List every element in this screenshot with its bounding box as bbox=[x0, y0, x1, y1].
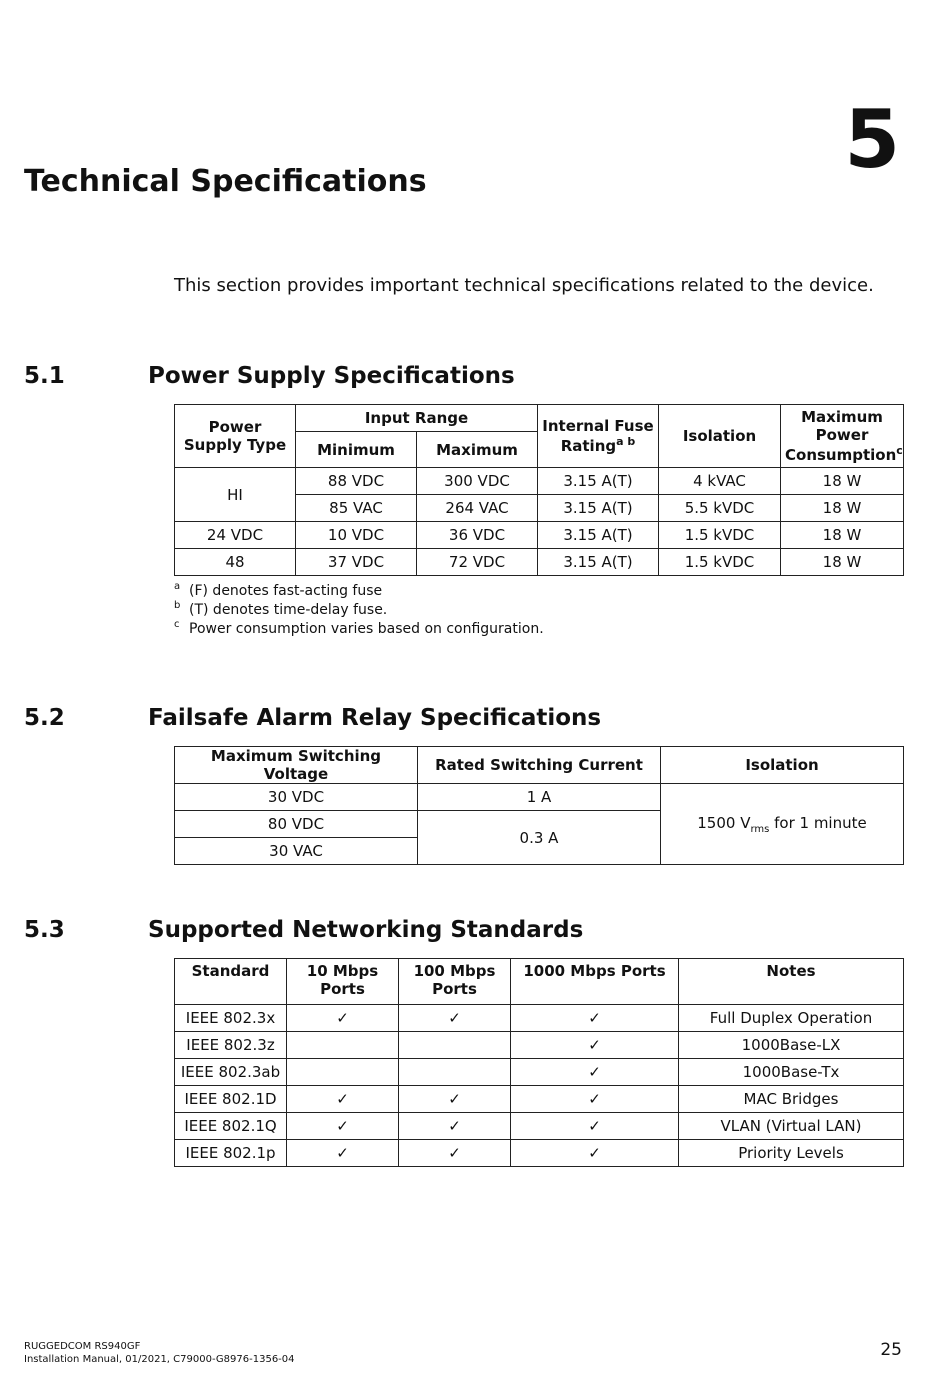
section-number: 5.3 bbox=[24, 917, 65, 943]
check-icon: ✓ bbox=[287, 1113, 399, 1140]
page-number: 25 bbox=[880, 1340, 902, 1360]
table-row bbox=[175, 522, 904, 549]
header-minimum: Minimum bbox=[296, 432, 417, 468]
check-cell bbox=[399, 1059, 511, 1086]
cell-notes: MAC Bridges bbox=[679, 1086, 904, 1113]
cell-standard: IEEE 802.3ab bbox=[175, 1059, 287, 1086]
cell-fuse: 3.15 A(T) bbox=[538, 495, 659, 522]
cell-min: 88 VDC bbox=[296, 468, 417, 495]
cell-voltage: 30 VAC bbox=[175, 838, 418, 865]
check-cell bbox=[287, 1059, 399, 1086]
header-switching-voltage: Maximum Switching Voltage bbox=[175, 747, 418, 784]
cell-notes: 1000Base-LX bbox=[679, 1032, 904, 1059]
cell-min: 10 VDC bbox=[296, 522, 417, 549]
cell-notes: 1000Base-Tx bbox=[679, 1059, 904, 1086]
header-fuse-rating: Internal Fuse Rating$^{a b}$ bbox=[538, 405, 659, 468]
cell-min: 85 VAC bbox=[296, 495, 417, 522]
table-footnotes bbox=[174, 582, 544, 639]
cell-fuse: 3.15 A(T) bbox=[538, 468, 659, 495]
check-icon: ✓ bbox=[399, 1113, 511, 1140]
check-icon: ✓ bbox=[511, 1113, 679, 1140]
header-notes: Notes bbox=[679, 959, 904, 1005]
alarm-relay-table bbox=[174, 746, 904, 865]
check-icon: ✓ bbox=[287, 1140, 399, 1167]
table-row bbox=[175, 468, 904, 495]
cell-max: 300 VDC bbox=[417, 468, 538, 495]
check-icon: ✓ bbox=[399, 1140, 511, 1167]
chapter-title: Technical Specifications bbox=[24, 164, 427, 199]
table-row bbox=[175, 1086, 904, 1113]
section-title: Supported Networking Standards bbox=[148, 917, 584, 943]
cell-standard: IEEE 802.1p bbox=[175, 1140, 287, 1167]
cell-notes: Full Duplex Operation bbox=[679, 1005, 904, 1032]
header-1000mbps: 1000 Mbps Ports bbox=[511, 959, 679, 1005]
header-isolation: Isolation bbox=[661, 747, 904, 784]
cell-power: 18 W bbox=[781, 522, 904, 549]
check-icon: ✓ bbox=[511, 1059, 679, 1086]
section-number: 5.1 bbox=[24, 363, 65, 389]
cell-isolation: 4 kVAC bbox=[659, 468, 781, 495]
cell-fuse: 3.15 A(T) bbox=[538, 522, 659, 549]
cell-standard: IEEE 802.1Q bbox=[175, 1113, 287, 1140]
cell-min: 37 VDC bbox=[296, 549, 417, 576]
cell-type: 48 bbox=[175, 549, 296, 576]
cell-standard: IEEE 802.1D bbox=[175, 1086, 287, 1113]
check-icon: ✓ bbox=[287, 1005, 399, 1032]
power-supply-table bbox=[174, 404, 904, 576]
table-row bbox=[175, 784, 904, 811]
table-row bbox=[175, 1113, 904, 1140]
header-power-consumption: Maximum Power Consumption$^c$ bbox=[781, 405, 904, 468]
cell-isolation: 1500 $V_{rms}$ for 1 minute bbox=[661, 784, 904, 865]
section-number: 5.2 bbox=[24, 705, 65, 731]
cell-power: 18 W bbox=[781, 495, 904, 522]
cell-power: 18 W bbox=[781, 468, 904, 495]
check-cell bbox=[399, 1032, 511, 1059]
cell-type: HI bbox=[175, 468, 296, 522]
cell-fuse: 3.15 A(T) bbox=[538, 549, 659, 576]
check-icon: ✓ bbox=[511, 1005, 679, 1032]
check-icon: ✓ bbox=[287, 1086, 399, 1113]
header-standard: Standard bbox=[175, 959, 287, 1005]
check-icon: ✓ bbox=[399, 1086, 511, 1113]
footer-product: RUGGEDCOM RS940GF bbox=[24, 1341, 141, 1352]
check-icon: ✓ bbox=[511, 1032, 679, 1059]
header-10mbps: 10 Mbps Ports bbox=[287, 959, 399, 1005]
header-switching-current: Rated Switching Current bbox=[418, 747, 661, 784]
chapter-number: 5 bbox=[844, 93, 900, 186]
cell-isolation: 5.5 kVDC bbox=[659, 495, 781, 522]
cell-voltage: 80 VDC bbox=[175, 811, 418, 838]
check-icon: ✓ bbox=[511, 1086, 679, 1113]
cell-max: 264 VAC bbox=[417, 495, 538, 522]
cell-notes: VLAN (Virtual LAN) bbox=[679, 1113, 904, 1140]
cell-isolation: 1.5 kVDC bbox=[659, 549, 781, 576]
cell-voltage: 30 VDC bbox=[175, 784, 418, 811]
check-icon: ✓ bbox=[511, 1140, 679, 1167]
cell-standard: IEEE 802.3z bbox=[175, 1032, 287, 1059]
footnote: a (F) denotes fast-acting fuse bbox=[174, 581, 383, 599]
cell-max: 72 VDC bbox=[417, 549, 538, 576]
table-row bbox=[175, 1140, 904, 1167]
cell-notes: Priority Levels bbox=[679, 1140, 904, 1167]
table-row bbox=[175, 1005, 904, 1032]
footnote: b (T) denotes time-delay fuse. bbox=[174, 600, 388, 618]
cell-standard: IEEE 802.3x bbox=[175, 1005, 287, 1032]
cell-current: 0.3 A bbox=[418, 811, 661, 865]
cell-current: 1 A bbox=[418, 784, 661, 811]
intro-paragraph: This section provides important technical specifications related to the device. bbox=[174, 275, 874, 296]
check-icon: ✓ bbox=[399, 1005, 511, 1032]
footnote: c Power consumption varies based on configuration. bbox=[174, 619, 544, 637]
header-isolation: Isolation bbox=[659, 405, 781, 468]
footer-document-info bbox=[24, 1340, 295, 1366]
section-title: Failsafe Alarm Relay Specifications bbox=[148, 705, 602, 731]
cell-power: 18 W bbox=[781, 549, 904, 576]
header-power-supply-type: Power Supply Type bbox=[175, 405, 296, 468]
cell-isolation: 1.5 kVDC bbox=[659, 522, 781, 549]
cell-max: 36 VDC bbox=[417, 522, 538, 549]
section-title: Power Supply Specifications bbox=[148, 363, 515, 389]
table-row bbox=[175, 1059, 904, 1086]
check-cell bbox=[287, 1032, 399, 1059]
footer-manual: Installation Manual, 01/2021, C79000-G8976-1356-04 bbox=[24, 1354, 295, 1365]
cell-type: 24 VDC bbox=[175, 522, 296, 549]
header-100mbps: 100 Mbps Ports bbox=[399, 959, 511, 1005]
header-maximum: Maximum bbox=[417, 432, 538, 468]
networking-standards-table bbox=[174, 958, 904, 1167]
header-input-range: Input Range bbox=[296, 405, 538, 432]
table-row bbox=[175, 549, 904, 576]
table-row bbox=[175, 1032, 904, 1059]
